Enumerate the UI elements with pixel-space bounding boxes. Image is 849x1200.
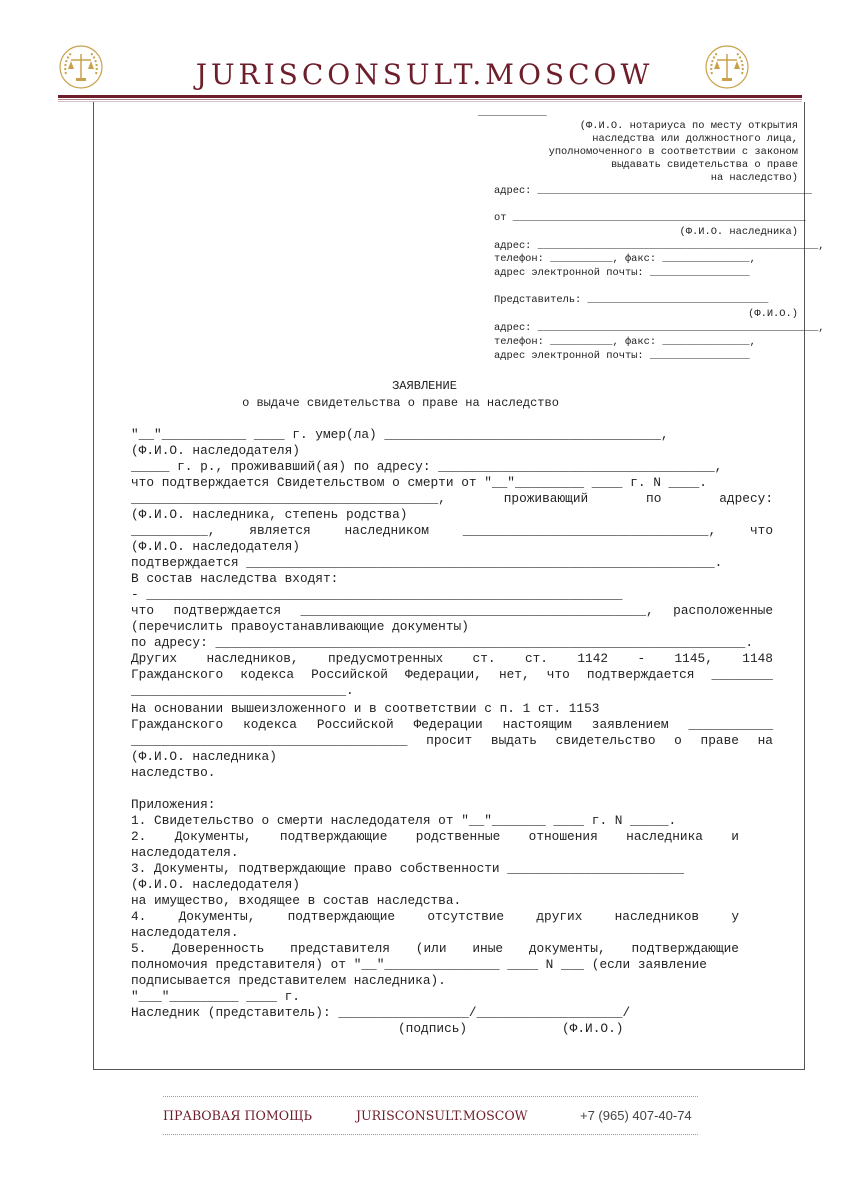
notary-line: ___________	[478, 107, 547, 119]
heir-address: адрес: _____________________________________________,	[494, 240, 825, 252]
attachment-item: наследодателя.	[131, 845, 239, 860]
body-line: Других наследников, предусмотренных ст. ст. 1142 - 1145, 1148	[131, 651, 773, 666]
signature-date: "___"_________ ____ г.	[131, 989, 300, 1004]
body-line: что подтверждается _____________________________________________, расположенные	[131, 603, 773, 618]
field-caption: (Ф.И.О. наследодателя)	[131, 539, 300, 554]
field-caption: (перечислить правоустанавливающие документы)	[131, 619, 469, 634]
representative-email: адрес электронной почты: ________________	[494, 350, 750, 362]
attachment-item: 4. Документы, подтверждающие отсутствие других наследников у	[131, 909, 739, 924]
body-line: ____________________________.	[131, 683, 354, 698]
attachment-item: 2. Документы, подтверждающие родственные отношения наследника и	[131, 829, 739, 844]
attachment-item: наследодателя.	[131, 925, 239, 940]
attachment-item: 3. Документы, подтверждающие право собственности _______________________	[131, 861, 684, 876]
field-caption: (Ф.И.О. наследодателя)	[131, 877, 300, 892]
body-line: ____________________________________ просит выдать свидетельство о праве на	[131, 733, 773, 748]
representative-address: адрес: _____________________________________________,	[494, 322, 825, 334]
body-line: подтверждается _____________________________________________________________.	[131, 555, 723, 570]
footer-rule	[163, 1134, 698, 1135]
footer-link[interactable]: JURISCONSULT.MOSCOW	[356, 1108, 528, 1123]
representative-caption: (Ф.И.О.)	[748, 308, 798, 320]
body-line: наследство.	[131, 765, 216, 780]
attachment-item: на имущество, входящее в состав наследства.	[131, 893, 462, 908]
notary-caption: (Ф.И.О. нотариуса по месту открытия	[579, 120, 798, 132]
body-line: __________, является наследником ________________________________, что	[131, 523, 773, 538]
header-rule	[58, 95, 802, 98]
signature-line: Наследник (представитель): _________________/___________________/	[131, 1005, 631, 1020]
representative-phone: телефон: __________, факс: ______________,	[494, 336, 756, 348]
header-rule	[58, 99, 802, 100]
heir-caption: (Ф.И.О. наследника)	[679, 226, 798, 238]
attachments-heading: Приложения:	[131, 797, 216, 812]
notary-caption: уполномоченного в соответствии с законом	[548, 146, 798, 158]
signature-caption: (подпись)	[398, 1021, 468, 1036]
body-line: В состав наследства входят:	[131, 571, 339, 586]
body-line: - ______________________________________________________________	[131, 587, 623, 602]
body-line: "__"___________ ____ г. умер(ла) ____________________________________,	[131, 427, 669, 442]
attachment-item: 1. Свидетельство о смерти наследодателя от "__"_______ ____ г. N _____.	[131, 813, 677, 828]
footer-rule	[163, 1096, 698, 1097]
document-title: ЗАЯВЛЕНИЕ	[392, 379, 457, 393]
brand-title: JURISCONSULT.MOSCOW	[195, 58, 654, 91]
body-line: что подтверждается Свидетельством о смерти от "__"_________ ____ г. N ____.	[131, 475, 707, 490]
document-subtitle: о выдаче свидетельства о праве на наследство	[242, 396, 559, 410]
notary-caption: наследства или должностного лица,	[592, 133, 798, 145]
body-line: по адресу: _____________________________________________________________________.	[131, 635, 754, 650]
body-line: Гражданского кодекса Российской Федерации настоящим заявлением ___________	[131, 717, 773, 732]
field-caption: (Ф.И.О. наследника, степень родства)	[131, 507, 408, 522]
notary-caption: на наследство)	[710, 172, 798, 184]
name-caption: (Ф.И.О.)	[562, 1021, 624, 1036]
heir-email: адрес электронной почты: ________________	[494, 267, 750, 279]
field-caption: (Ф.И.О. наследодателя)	[131, 443, 300, 458]
field-caption: (Ф.И.О. наследника)	[131, 749, 277, 764]
body-line: _____ г. р., проживавший(ая) по адресу: ____________________________________,	[131, 459, 723, 474]
footer-phone[interactable]: +7 (965) 407-40-74	[580, 1108, 692, 1123]
notary-address: адрес: ____________________________________________	[494, 185, 813, 197]
attachment-item: полномочия представителя) от "__"_______________ ____ N ___ (если заявление	[131, 957, 707, 972]
body-line: Гражданского кодекса Российской Федерации, нет, что подтверждается ________	[131, 667, 773, 682]
attachment-item: подписывается представителем наследника).	[131, 973, 446, 988]
representative: Представитель: _____________________________	[494, 294, 769, 306]
footer-left: ПРАВОВАЯ ПОМОЩЬ	[163, 1108, 312, 1123]
body-line: На основании вышеизложенного и в соответствии с п. 1 ст. 1153	[131, 701, 600, 716]
heir-from: от _______________________________________________	[494, 212, 806, 224]
notary-caption: выдавать свидетельства о праве	[610, 159, 798, 171]
body-line: ________________________________________, проживающий по адресу:	[131, 491, 773, 506]
heir-phone: телефон: __________, факс: ______________,	[494, 253, 756, 265]
attachment-item: 5. Доверенность представителя (или иные документы, подтверждающие	[131, 941, 739, 956]
